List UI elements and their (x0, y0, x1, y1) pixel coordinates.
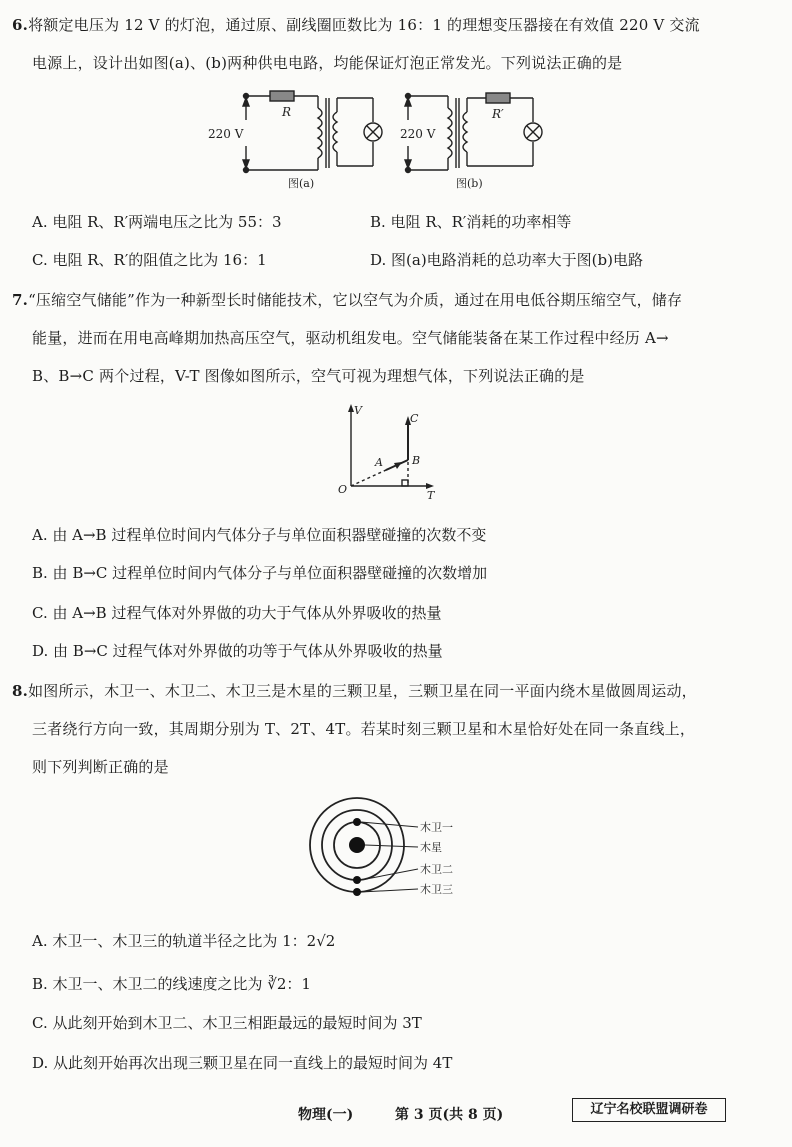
q6-option-d[interactable]: D. 图(a)电路消耗的总功率大于图(b)电路 (370, 251, 643, 269)
q8-option-c[interactable]: C. 从此刻开始到木卫二、木卫三相距最远的最短时间为 3T (32, 1014, 422, 1032)
q7-t-label: T (427, 489, 435, 502)
q7-option-a[interactable]: A. 由 A→B 过程单位时间内气体分子与单位面积器壁碰撞的次数不变 (32, 526, 487, 544)
q6-stem-line-2: 电源上，设计出如图(a)、(b)两种供电电路，均能保证灯泡正常发光。下列说法正确的是 (32, 54, 623, 72)
q6-stem-line-1: 6.将额定电压为 12 V 的灯泡，通过原、副线圈匝数比为 16：1 的理想变压器接在有效值 220 V 交流 (12, 16, 700, 34)
q7-stem-line-1: 7.“压缩空气储能”作为一种新型长时储能技术，它以空气为介质，通过在用电低谷期压缩空气，储存 (12, 291, 683, 309)
q6-b-caption: 图(b) (456, 177, 483, 190)
q7-option-c[interactable]: C. 由 A→B 过程气体对外界做的功大于气体从外界吸收的热量 (32, 604, 442, 622)
resistor-r-a (270, 91, 294, 101)
q8-option-b[interactable]: B. 木卫一、木卫二的线速度之比为 ∛2：1 (32, 975, 311, 993)
label-moon-1: 木卫一 (420, 821, 453, 834)
jupiter-icon (349, 837, 365, 853)
moon-1-icon (353, 818, 361, 826)
q7-option-d[interactable]: D. 由 B→C 过程气体对外界做的功等于气体从外界吸收的热量 (32, 642, 443, 660)
q6-a-resistor-label: R (282, 105, 292, 119)
footer-page-number: 第 3 页(共 8 页) (395, 1107, 504, 1123)
q7-point-c: C (410, 412, 419, 425)
q8-option-a[interactable]: A. 木卫一、木卫三的轨道半径之比为 1：2√2 (32, 932, 336, 950)
footer-stamp: 辽宁名校联盟调研卷 (572, 1098, 726, 1122)
q6-a-voltage-label: 220 V (208, 127, 244, 141)
q7-stem-line-2: 能量，进而在用电高峰期加热高压空气，驱动机组发电。空气储能装备在某工作过程中经历 A→ (32, 329, 669, 347)
q6-b-resistor-label: R′ (492, 107, 504, 121)
moon-3-icon (353, 888, 361, 896)
q7-v-label: V (354, 404, 362, 417)
footer-subject: 物理(一) (298, 1107, 354, 1123)
q7-point-a: A (375, 456, 383, 469)
label-moon-3: 木卫三 (420, 883, 453, 896)
q6-number: 6. (12, 16, 29, 34)
q6-a-caption: 图(a) (288, 177, 315, 190)
resistor-r-prime-b (486, 93, 510, 103)
q7-stem-line-3: B、B→C 两个过程，V-T 图像如图所示，空气可视为理想气体，下列说法正确的是 (32, 367, 585, 385)
q8-option-d[interactable]: D. 从此刻开始再次出现三颗卫星在同一直线上的最短时间为 4T (32, 1054, 453, 1072)
q6-circuit-figures (208, 84, 550, 194)
q7-point-b: B (412, 454, 421, 467)
q6-option-c[interactable]: C. 电阻 R、R′的阻值之比为 16：1 (32, 251, 267, 269)
q8-number: 8. (12, 682, 29, 700)
q7-number: 7. (12, 291, 29, 309)
q7-vt-graph (330, 400, 450, 505)
q8-orbit-figure (300, 793, 500, 903)
label-jupiter: 木星 (420, 841, 442, 854)
label-moon-2: 木卫二 (420, 863, 453, 876)
q6-figure-a (243, 91, 382, 173)
moon-2-icon (353, 876, 361, 884)
q7-origin-label: O (338, 483, 348, 496)
q6-option-b[interactable]: B. 电阻 R、R′消耗的功率相等 (370, 213, 572, 231)
q8-stem-line-3: 则下列判断正确的是 (32, 758, 169, 776)
q6-option-a[interactable]: A. 电阻 R、R′两端电压之比为 55：3 (32, 213, 282, 231)
q8-stem-line-2: 三者绕行方向一致，其周期分别为 T、2T、4T。若某时刻三颗卫星和木星恰好处在同一条直线上， (32, 720, 696, 738)
q7-option-b[interactable]: B. 由 B→C 过程单位时间内气体分子与单位面积器壁碰撞的次数增加 (32, 564, 488, 582)
watermark-fade (735, 1100, 792, 1130)
q6-b-voltage-label: 220 V (400, 127, 436, 141)
q8-stem-line-1: 8.如图所示，木卫一、木卫二、木卫三是木星的三颗卫星，三颗卫星在同一平面内绕木星做圆周运动， (12, 682, 697, 700)
